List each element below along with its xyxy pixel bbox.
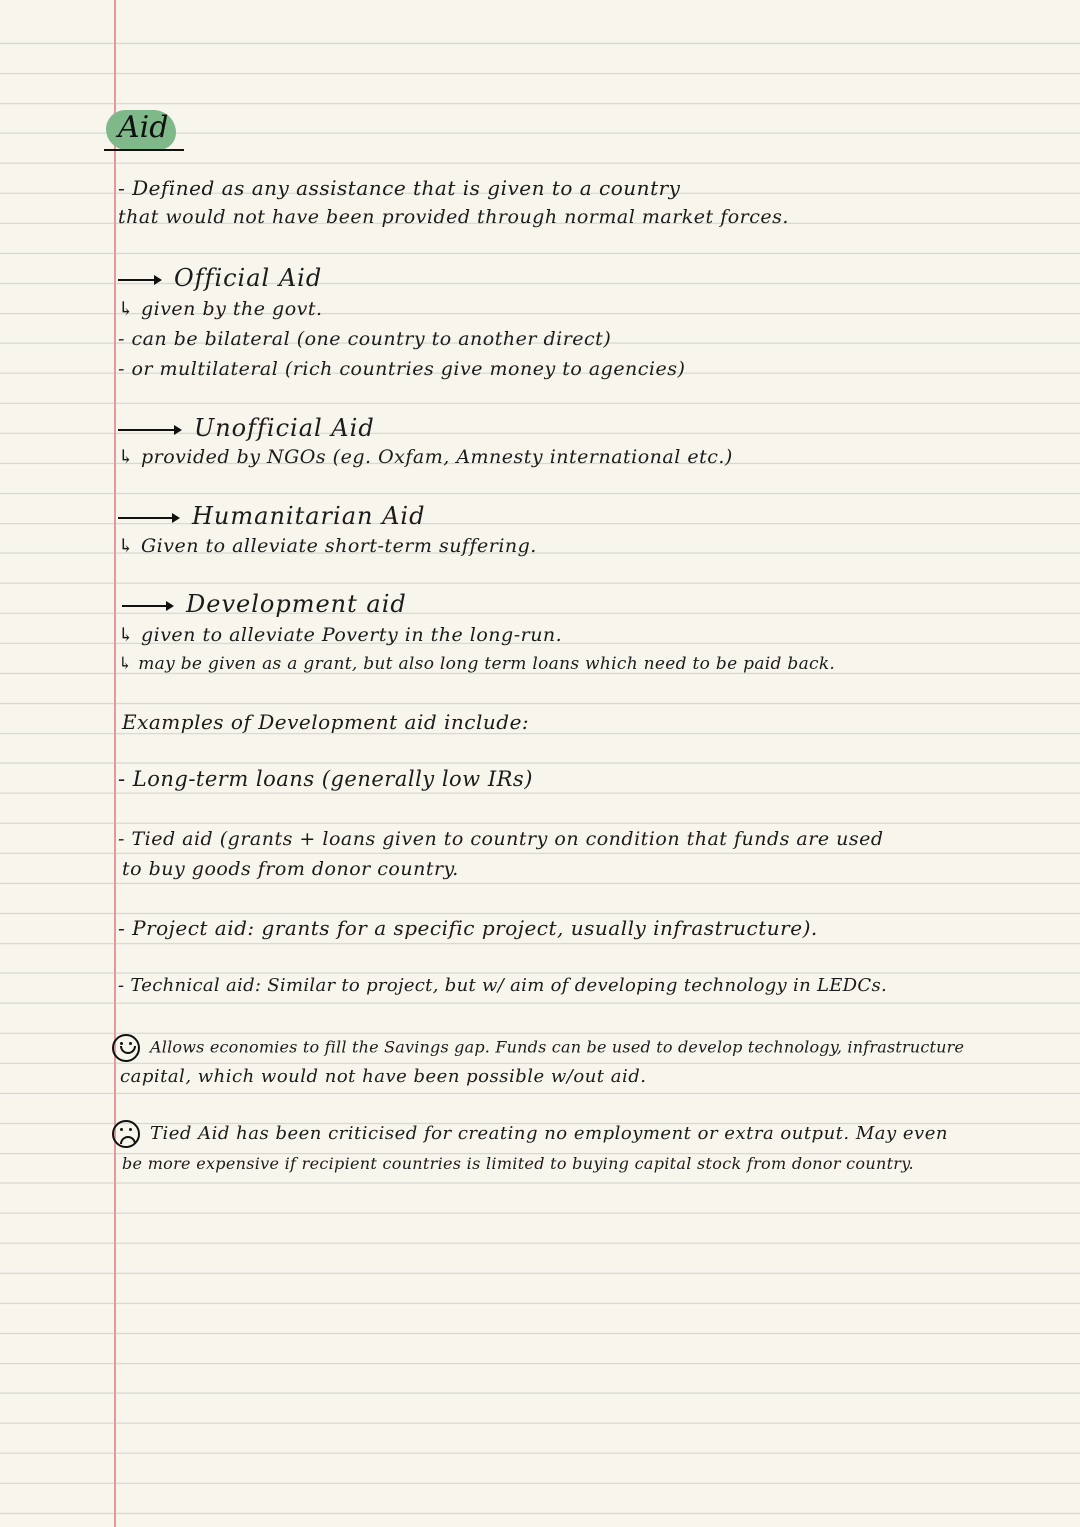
note-line: capital, which would not have been possible w/out aid.	[120, 1066, 647, 1087]
heading-text: Development aid	[186, 590, 407, 618]
note-line: be more expensive if recipient countries is limited to buying capital stock from donor country.	[122, 1154, 914, 1173]
heading-development-aid	[118, 590, 407, 618]
page-title: Aid	[118, 110, 169, 145]
right-arrow-icon	[118, 429, 180, 431]
right-arrow-icon	[122, 605, 172, 607]
heading-official-aid	[118, 264, 322, 292]
con-point	[118, 1120, 948, 1148]
smiley-face-icon	[112, 1034, 140, 1062]
note-line: ↳ given to alleviate Poverty in the long-run.	[118, 624, 563, 646]
con-text: Tied Aid has been criticised for creating no employment or extra output. May even	[150, 1123, 948, 1144]
note-line: ↳ Given to alleviate short-term suffering.	[118, 535, 537, 557]
heading-text: Official Aid	[174, 264, 323, 292]
right-arrow-icon	[118, 279, 160, 281]
heading-unofficial-aid	[118, 414, 375, 442]
list-item: - Project aid: grants for a specific project, usually infrastructure).	[118, 916, 818, 940]
heading-text: Humanitarian Aid	[192, 502, 426, 530]
list-item: - Long-term loans (generally low IRs)	[118, 767, 533, 791]
note-line: Examples of Development aid include:	[122, 710, 530, 734]
title-underline	[104, 149, 184, 151]
note-line: ↳ given by the govt.	[118, 298, 323, 320]
note-line: - or multilateral (rich countries give money to agencies)	[118, 358, 686, 380]
note-line: ↳ provided by NGOs (eg. Oxfam, Amnesty international etc.)	[118, 446, 733, 468]
note-line: ↳ may be given as a grant, but also long term loans which need to be paid back.	[118, 654, 836, 674]
note-line: that would not have been provided through normal market forces.	[118, 206, 789, 228]
list-item: - Tied aid (grants + loans given to country on condition that funds are used	[118, 828, 884, 850]
note-line: - can be bilateral (one country to another direct)	[118, 328, 612, 350]
pro-point	[118, 1034, 964, 1062]
margin-line	[114, 0, 116, 1527]
heading-text: Unofficial Aid	[194, 414, 375, 442]
right-arrow-icon	[118, 517, 178, 519]
title-highlight	[104, 108, 184, 152]
heading-humanitarian-aid	[118, 502, 425, 530]
pro-text: Allows economies to fill the Savings gap. Funds can be used to develop technology, infrastructure	[150, 1037, 965, 1057]
note-line: to buy goods from donor country.	[122, 858, 459, 880]
list-item: - Technical aid: Similar to project, but w/ aim of developing technology in LEDCs.	[118, 975, 888, 996]
sad-face-icon	[112, 1120, 140, 1148]
note-line: - Defined as any assistance that is given to a country	[118, 176, 681, 200]
